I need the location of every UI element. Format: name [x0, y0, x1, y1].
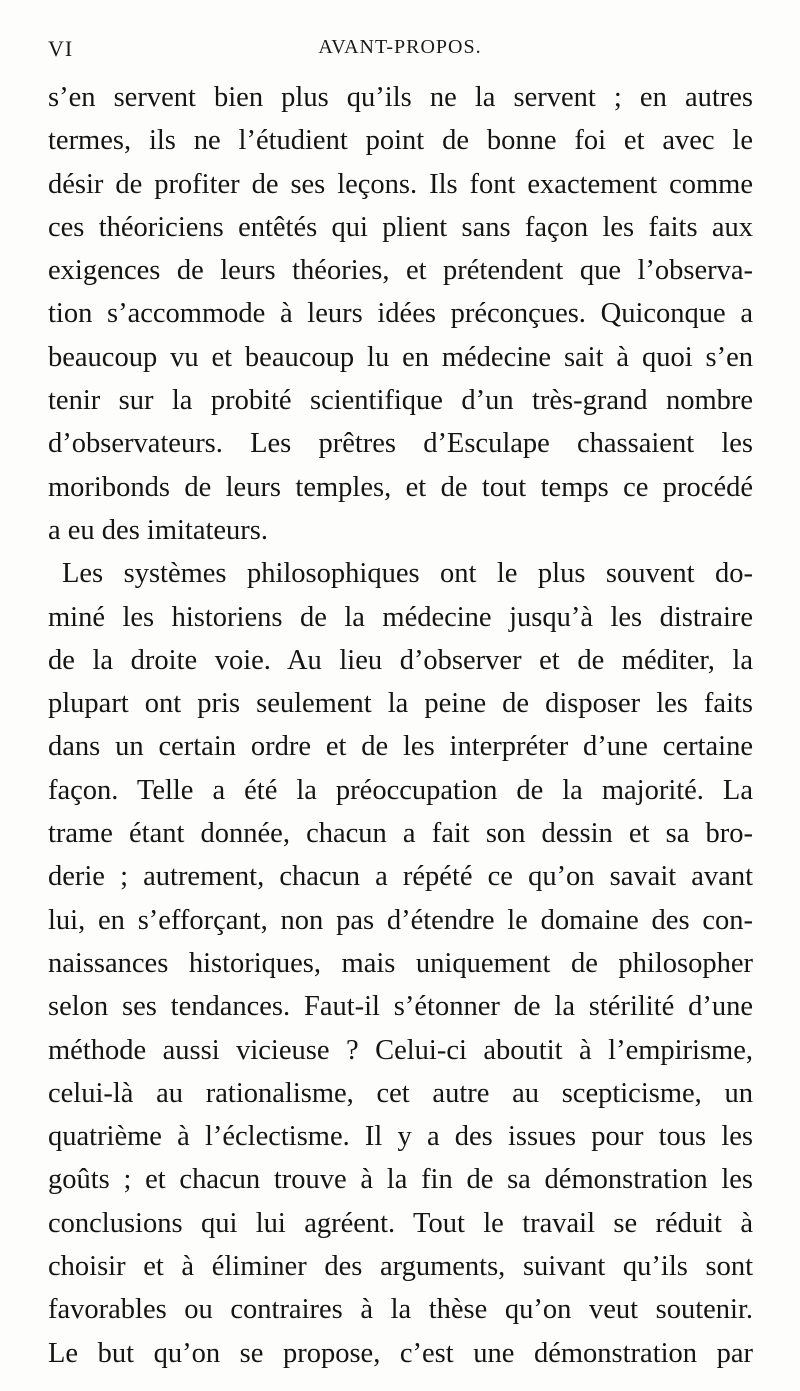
text-line: quatrième à l’éclectisme. Il y a des issues pour tous les — [48, 1121, 753, 1153]
text-line: de la droite voie. Au lieu d’observer et de méditer, la — [48, 644, 753, 676]
text-line: Le but qu’on se propose, c’est une démonstration par — [48, 1337, 753, 1369]
text-line: tion s’accommode à leurs idées préconçues. Quiconque a — [48, 298, 753, 330]
page-number: VI — [48, 36, 74, 61]
text-line: moribonds de leurs temples, et de tout temps ce procédé — [48, 471, 753, 503]
running-head: AVANT-PROPOS. — [318, 36, 482, 58]
text-line: plupart ont pris seulement la peine de disposer les faits — [48, 688, 753, 720]
text-line: beaucoup vu et beaucoup lu en médecine sait à quoi s’en — [48, 341, 753, 373]
text-line: s’en servent bien plus qu’ils ne la servent ; en autres — [48, 82, 753, 113]
text-line: conclusions qui lui agréent. Tout le travail se réduit à — [48, 1207, 753, 1239]
text-line: lui, en s’efforçant, non pas d’étendre le domaine des con- — [48, 904, 753, 936]
body-text — [48, 76, 753, 1375]
text-line: désir de profiter de ses leçons. Ils font exactement comme — [48, 168, 753, 200]
text-line: façon. Telle a été la préoccupation de la majorité. La — [48, 774, 753, 806]
text-line: tenir sur la probité scientifique d’un très-grand nombre — [48, 385, 753, 417]
text-line: selon ses tendances. Faut-il s’étonner de la stérilité d’une — [48, 991, 753, 1023]
text-line: exigences de leurs théories, et prétendent que l’observa- — [48, 255, 753, 287]
text-line: méthode aussi vicieuse ? Celui-ci aboutit à l’empirisme, — [48, 1034, 753, 1066]
text-line: miné les historiens de la médecine jusqu’à les distraire — [48, 601, 753, 633]
text-line: dans un certain ordre et de les interpréter d’une certaine — [48, 731, 753, 763]
text-line: d’observateurs. Les prêtres d’Esculape chassaient les — [48, 428, 753, 460]
text-line: trame étant donnée, chacun a fait son dessin et sa bro- — [48, 818, 753, 850]
page-header — [48, 36, 752, 66]
text-line: ces théoriciens entêtés qui plient sans façon les faits aux — [48, 211, 753, 243]
text-line: termes, ils ne l’étudient point de bonne foi et avec le — [48, 125, 753, 157]
text-line: naissances historiques, mais uniquement de philosopher — [48, 947, 753, 979]
paragraph-end-line: a eu des imitateurs. — [48, 514, 269, 546]
text-line: favorables ou contraires à la thèse qu’on veut soutenir. — [48, 1294, 753, 1326]
text-line: derie ; autrement, chacun a répété ce qu’on savait avant — [48, 861, 753, 893]
text-line: goûts ; et chacun trouve à la fin de sa démonstration les — [48, 1164, 753, 1196]
text-line: celui-là au rationalisme, cet autre au scepticisme, un — [48, 1077, 753, 1109]
text-line: choisir et à éliminer des arguments, suivant qu’ils sont — [48, 1251, 753, 1283]
paragraph-start-line: Les systèmes philosophiques ont le plus souvent do- — [62, 558, 753, 590]
